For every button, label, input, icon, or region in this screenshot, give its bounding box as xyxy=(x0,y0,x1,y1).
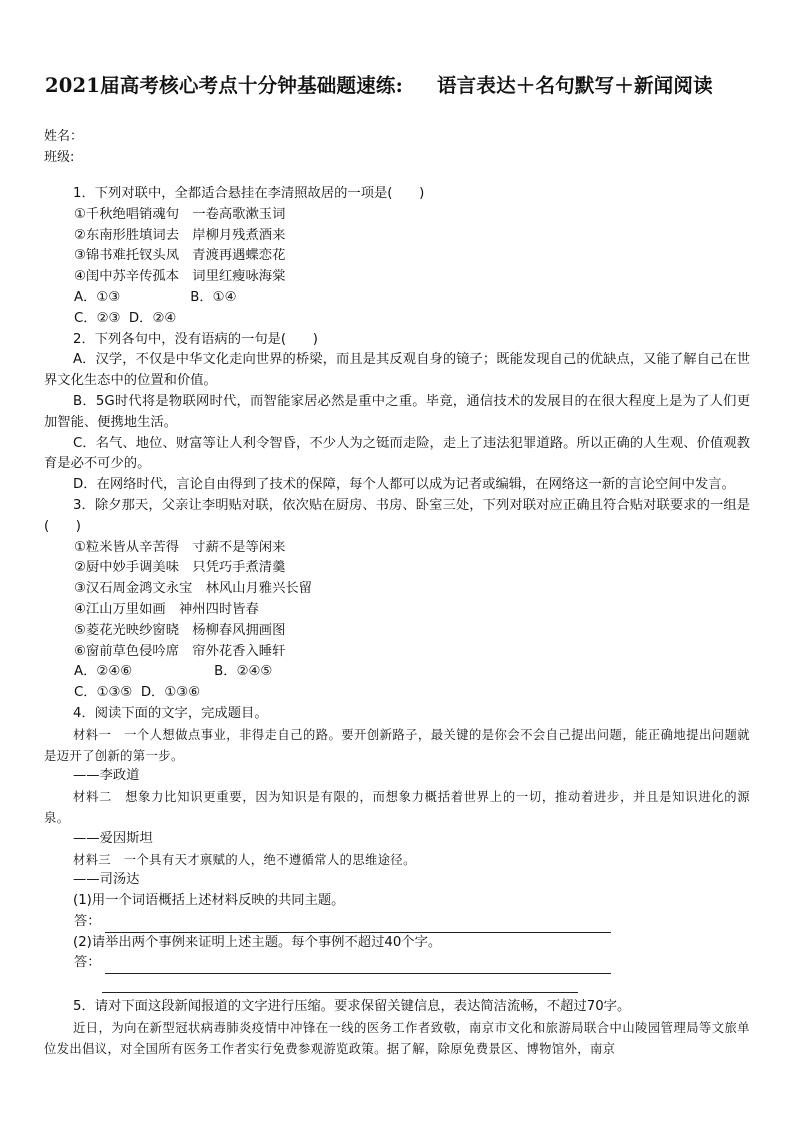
q3-item-2: ②厨中妙手调美味 只凭巧手煮清羹 xyxy=(74,560,286,576)
document-title xyxy=(45,70,765,98)
answer-line-3[interactable] xyxy=(102,974,578,993)
q3-item-3: ③汉石周金鸿文永宝 林风山月雅兴长留 xyxy=(74,581,312,597)
q1-item-2: ②东南形胜填词去 岸柳月残煮酒来 xyxy=(74,227,286,243)
name-label: 姓名： xyxy=(44,129,84,144)
q2-option-d: D．在网络时代，言论自由得到了技术的保障，每个人都可以成为记者或编辑，在网络这一新的言论空间中发言。 xyxy=(73,477,735,493)
q4-stem: 4．阅读下面的文字，完成题目。 xyxy=(73,705,268,721)
q1-option-b: B．①④ xyxy=(190,289,237,305)
q2-option-b: B．5G时代将是物联网时代，而智能家居必然是重中之重。毕竟，通信技术的发展目的在很大程度上是为了人们更加智能、便携地生活。 xyxy=(44,393,750,430)
q3-item-6: ⑥窗前草色侵吟席 帘外花香入睡轩 xyxy=(74,643,286,659)
q4-subquestion-2: (2)请举出两个事例来证明上述主题。每个事例不超过40个字。 xyxy=(73,934,442,950)
q1-option-d: D．②④ xyxy=(128,310,177,326)
q4-material-3: 材料三 一个具有天才禀赋的人，绝不遵循常人的思维途径。 xyxy=(73,852,416,867)
q3-stem: 3．除夕那天，父亲让李明贴对联，依次贴在厨房、书房、卧室三处，下列对联对应正确且符合贴对联要求的一组是( ) xyxy=(44,497,750,534)
q1-item-3: ③锦书难托钗头凤 青渡再遇蝶恋花 xyxy=(74,248,286,264)
q1-option-c: C．②③ xyxy=(74,310,121,326)
q1-option-a: A．①③ xyxy=(74,289,121,305)
q4-material-2-source: ——爱因斯坦 xyxy=(73,830,153,846)
q3-options-ab xyxy=(44,662,750,683)
q4-material-1: 材料一 一个人想做点事业，非得走自己的路。要开创新路子，最关键的是你会不会自己提出问题，能正确地提出问题就是迈开了创新的第一步。 xyxy=(44,727,750,763)
q1-stem: 1．下列对联中，全都适合悬挂在李清照故居的一项是( ) xyxy=(73,186,425,201)
title-part-2: 语言表达＋名句默写＋新闻阅读 xyxy=(436,74,713,97)
q4-subquestion-1: (1)用一个词语概括上述材料反映的共同主题。 xyxy=(73,893,345,909)
q3-option-c: C．①③⑤ xyxy=(74,685,133,701)
q5-stem: 5．请对下面这段新闻报道的文字进行压缩。要求保留关键信息，表达简洁流畅，不超过70字。 xyxy=(73,999,631,1015)
q1-item-4: ④闺中苏辛传孤本 词里红瘦咏海棠 xyxy=(74,269,286,285)
q3-item-1: ①粒米皆从辛苦得 寸薪不是等闲来 xyxy=(74,539,286,555)
q3-item-4: ④江山万里如画 神州四时皆春 xyxy=(74,601,259,617)
q2-option-c: C．名气、地位、财富等让人利令智昏，不少人为之铤而走险，走上了违法犯罪道路。所以正确的人生观、价值观教育是必不可少的。 xyxy=(44,435,750,472)
q3-option-a: A．②④⑥ xyxy=(74,664,133,680)
answer-label-2: 答： xyxy=(74,955,101,971)
q3-option-d: D．①③⑥ xyxy=(140,685,201,701)
q1-options-ab xyxy=(44,288,750,309)
q4-material-1-source: ——李政道 xyxy=(73,768,140,784)
q4-material-3-source: ——司汤达 xyxy=(73,872,140,888)
q2-stem: 2．下列各句中，没有语病的一句是( ) xyxy=(73,331,318,347)
q1-item-1: ①千秋绝唱销魂句 一卷高歌漱玉词 xyxy=(74,206,286,222)
answer-line-2[interactable] xyxy=(105,959,611,974)
q4-answer-1 xyxy=(44,912,750,933)
answer-line-1[interactable] xyxy=(105,918,611,933)
class-label: 班级: xyxy=(44,150,75,165)
title-part-1: 2021届高考核心考点十分钟基础题速练: xyxy=(45,74,403,97)
q5-news-text: 近日，为向在新型冠状病毒肺炎疫情中冲锋在一线的医务工作者致敬，南京市文化和旅游局联合中山陵园管理局等文旅单位发出倡议，对全国所有医务工作者实行免费参观游览政策。据了解，除原免费景区、博物馆外，南京 xyxy=(44,1021,750,1056)
q1-options-cd xyxy=(44,309,750,330)
q4-material-2: 材料二 想象力比知识更重要，因为知识是有限的，而想象力概括着世界上的一切，推动着进步，并且是知识进化的源泉。 xyxy=(44,790,750,825)
q3-option-b: B．②④⑤ xyxy=(214,664,273,680)
q3-item-5: ⑤菱花光映纱窗晓 杨柳春风拥画图 xyxy=(74,622,286,638)
question-content xyxy=(44,184,750,1060)
q4-answer-2 xyxy=(44,953,750,974)
answer-label-1: 答： xyxy=(74,913,101,929)
q2-option-a: A．汉学，不仅是中华文化走向世界的桥梁，而且是其反观自身的镜子；既能发现自己的优缺点，又能了解自己在世界文化生态中的位置和价值。 xyxy=(44,352,750,389)
q3-options-cd xyxy=(44,683,750,704)
